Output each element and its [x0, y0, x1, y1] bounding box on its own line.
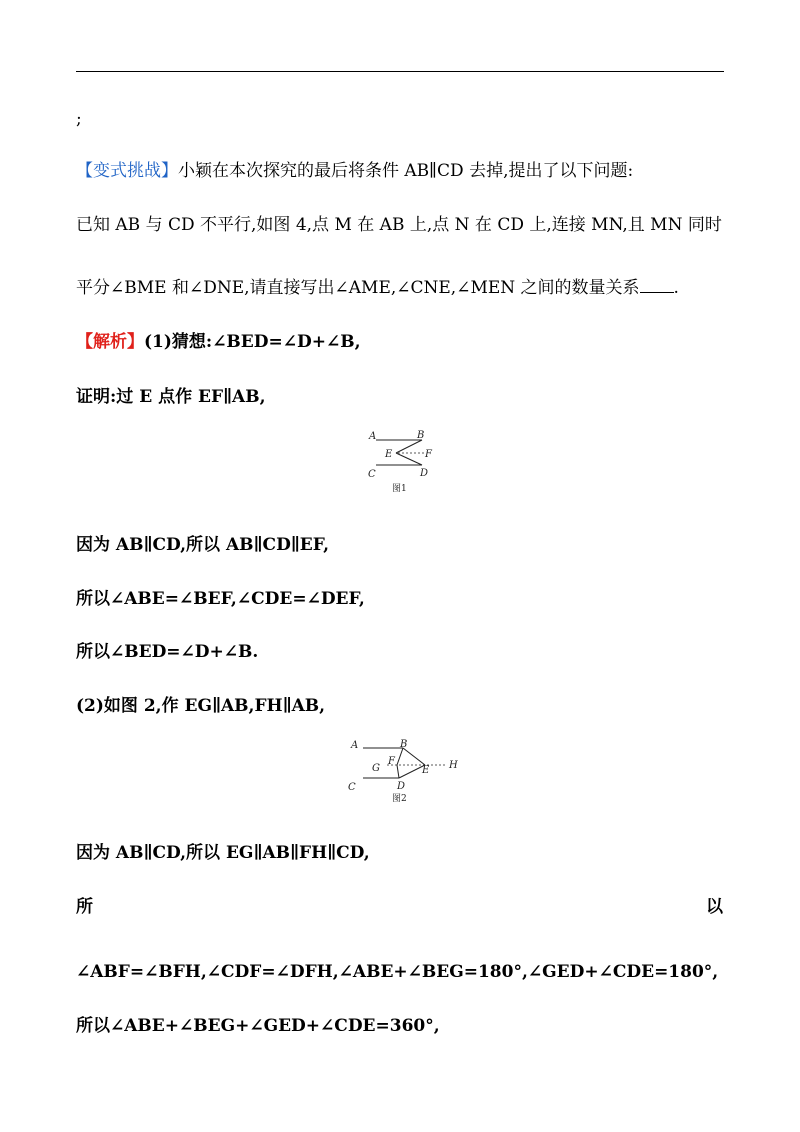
fig1-label-c: C: [368, 469, 376, 480]
solution-line-6: (2)如图 2,作 EG∥AB,FH∥AB,: [76, 696, 326, 716]
solution-line-4: 所以∠ABE=∠BEF,∠CDE=∠DEF,: [76, 589, 365, 609]
variant-line-1: [76, 160, 633, 182]
fig2-label-c: C: [348, 782, 356, 793]
fig1-label-d: D: [420, 468, 429, 479]
variant-line-2: 已知 AB 与 CD 不平行,如图 4,点 M 在 AB 上,点 N 在 CD 上,连接 MN,且 MN 同时: [76, 215, 722, 235]
fig2-label-h: H: [449, 760, 458, 771]
solution-line-8-left: 所: [76, 897, 93, 917]
variant-text-1: 小颖在本次探究的最后将条件 AB∥CD 去掉,提出了以下问题:: [178, 161, 634, 181]
solution-tag: 【解析】: [76, 332, 144, 352]
fig2-label-b: B: [400, 739, 408, 750]
solution-line-3: 因为 AB∥CD,所以 AB∥CD∥EF,: [76, 535, 330, 555]
answer-blank: [640, 278, 674, 293]
solution-line-7: 因为 AB∥CD,所以 EG∥AB∥FH∥CD,: [76, 843, 370, 863]
fig2-label-e: E: [422, 765, 430, 776]
fig2-label-g: G: [372, 763, 380, 774]
fig2-caption: 图2: [392, 794, 407, 804]
solution-line-1: [76, 331, 361, 353]
variant-line-3: [76, 277, 679, 299]
fig1-caption: 图1: [392, 484, 407, 494]
fig1-label-a: A: [369, 431, 377, 442]
variant-tag: 【变式挑战】: [76, 161, 178, 181]
variant-text-3: 平分∠BME 和∠DNE,请直接写出∠AME,∠CNE,∠MEN 之间的数量关系: [76, 278, 640, 298]
fig1-label-e: E: [385, 449, 393, 460]
header-rule: [76, 71, 724, 72]
solution-line-8-right: 以: [706, 897, 723, 917]
fig1-label-f: F: [425, 449, 432, 460]
fig2-label-d: D: [397, 781, 406, 792]
solution-text-1: (1)猜想:∠BED=∠D+∠B,: [144, 332, 361, 352]
fig2-label-f: F: [388, 756, 395, 767]
fig1-label-b: B: [417, 430, 425, 441]
fig2-line-bf: [397, 748, 403, 765]
figure-1: [360, 428, 460, 496]
fig1-line-be: [396, 440, 422, 453]
figure-2: [343, 733, 463, 807]
fig2-label-a: A: [351, 740, 359, 751]
solution-line-5: 所以∠BED=∠D+∠B.: [76, 642, 259, 662]
leading-semicolon: ;: [76, 109, 82, 129]
fig1-line-ed: [396, 453, 422, 465]
fig2-line-fd: [397, 765, 399, 778]
fig2-line-be: [403, 748, 425, 765]
solution-line-2: 证明:过 E 点作 EF∥AB,: [76, 387, 266, 407]
variant-text-3-end: .: [673, 278, 679, 298]
solution-line-9: ∠ABF=∠BFH,∠CDF=∠DFH,∠ABE+∠BEG=180°,∠GED+∠CDE=180°,: [76, 962, 719, 982]
solution-line-10: 所以∠ABE+∠BEG+∠GED+∠CDE=360°,: [76, 1016, 440, 1036]
